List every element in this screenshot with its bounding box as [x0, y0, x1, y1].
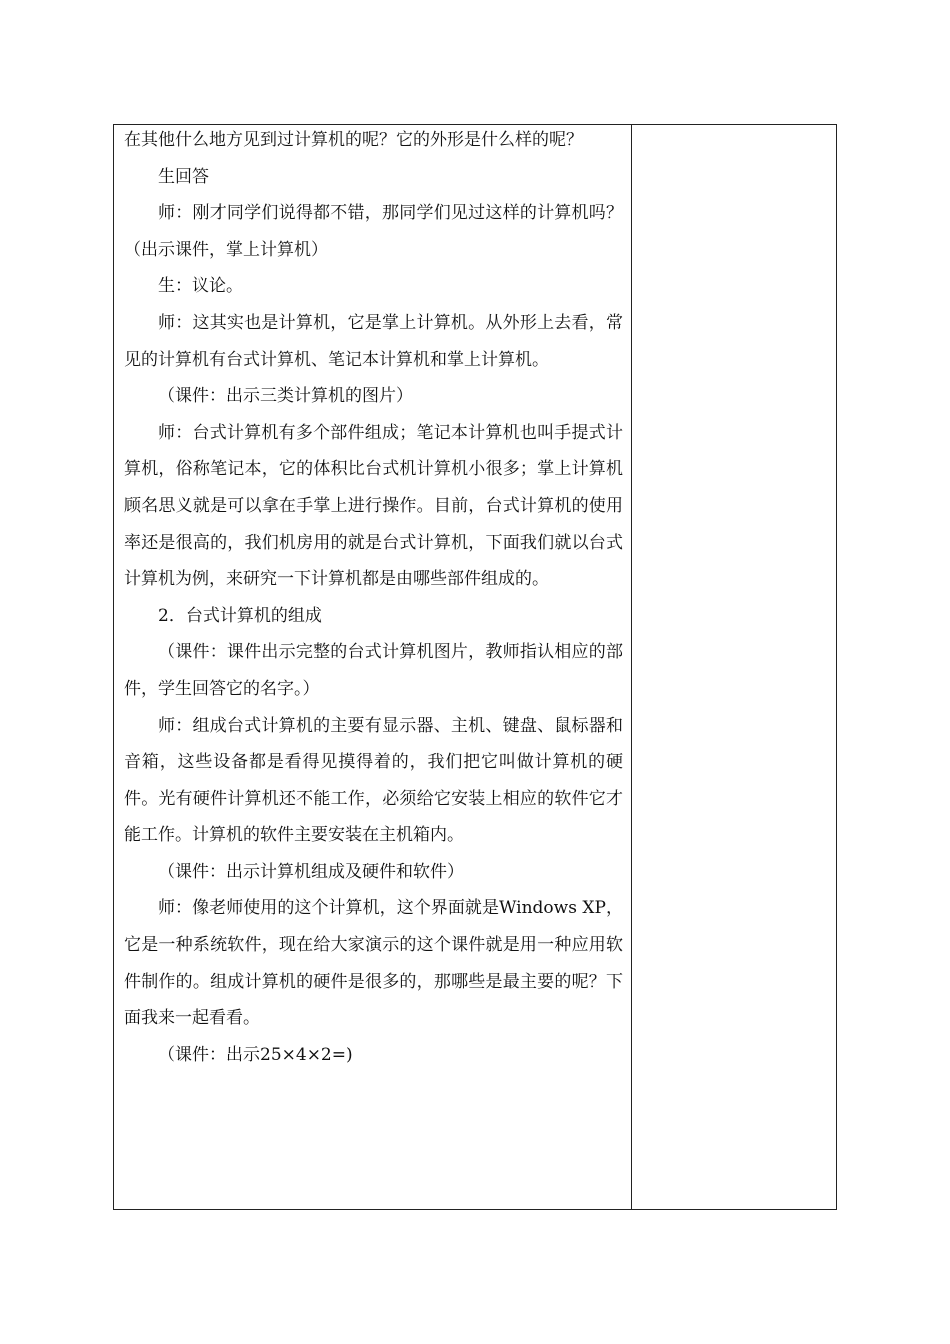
paragraph: （课件：出示三类计算机的图片） — [158, 386, 413, 407]
paragraph: （课件：出示计算机组成及硬件和软件） — [158, 861, 464, 882]
paragraph: 生回答 — [158, 166, 209, 187]
paragraph: 师：像老师使用的这个计算机，这个界面就是Windows XP，它是一种系统软件，现在给大家演示的这个课件就是用一种应用软件制作的。组成计算机的硬件是很多的，那哪些是最主要的呢？下面我来一起看看。 — [124, 898, 623, 1029]
paragraph: （课件：课件出示完整的台式计算机图片，教师指认相应的部件，学生回答它的名字。） — [124, 642, 623, 699]
lesson-content-cell — [114, 125, 632, 1209]
section-heading: 2．台式计算机的组成 — [158, 605, 322, 626]
lesson-table — [113, 124, 837, 1210]
paragraph: （课件：出示25×4×2=) — [158, 1044, 353, 1065]
paragraph: 师：台式计算机有多个部件组成；笔记本计算机也叫手提式计算机，俗称笔记本，它的体积比台式机计算机小很多；掌上计算机顾名思义就是可以拿在手掌上进行操作。目前，台式计算机的使用率还是很高的，我们机房用的就是台式计算机，下面我们就以台式计算机为例，来研究一下计算机都是由哪些部件组成的。 — [124, 422, 623, 590]
paragraph: 生：议论。 — [158, 276, 243, 297]
paragraph: 师：这其实也是计算机，它是掌上计算机。从外形上去看，常见的计算机有台式计算机、笔记本计算机和掌上计算机。 — [124, 312, 623, 370]
paragraph: 师：刚才同学们说得都不错，那同学们见过这样的计算机吗？（出示课件，掌上计算机） — [124, 203, 623, 260]
paragraph: 师：组成台式计算机的主要有显示器、主机、键盘、鼠标器和音箱，这些设备都是看得见摸得着的，我们把它叫做计算机的硬件。光有硬件计算机还不能工作，必须给它安装上相应的软件它才能工作。计算机的软件主要安装在主机箱内。 — [124, 715, 623, 846]
notes-cell — [632, 125, 836, 1209]
paragraph: 在其他什么地方见到过计算机的呢？它的外形是什么样的呢？ — [124, 130, 583, 150]
